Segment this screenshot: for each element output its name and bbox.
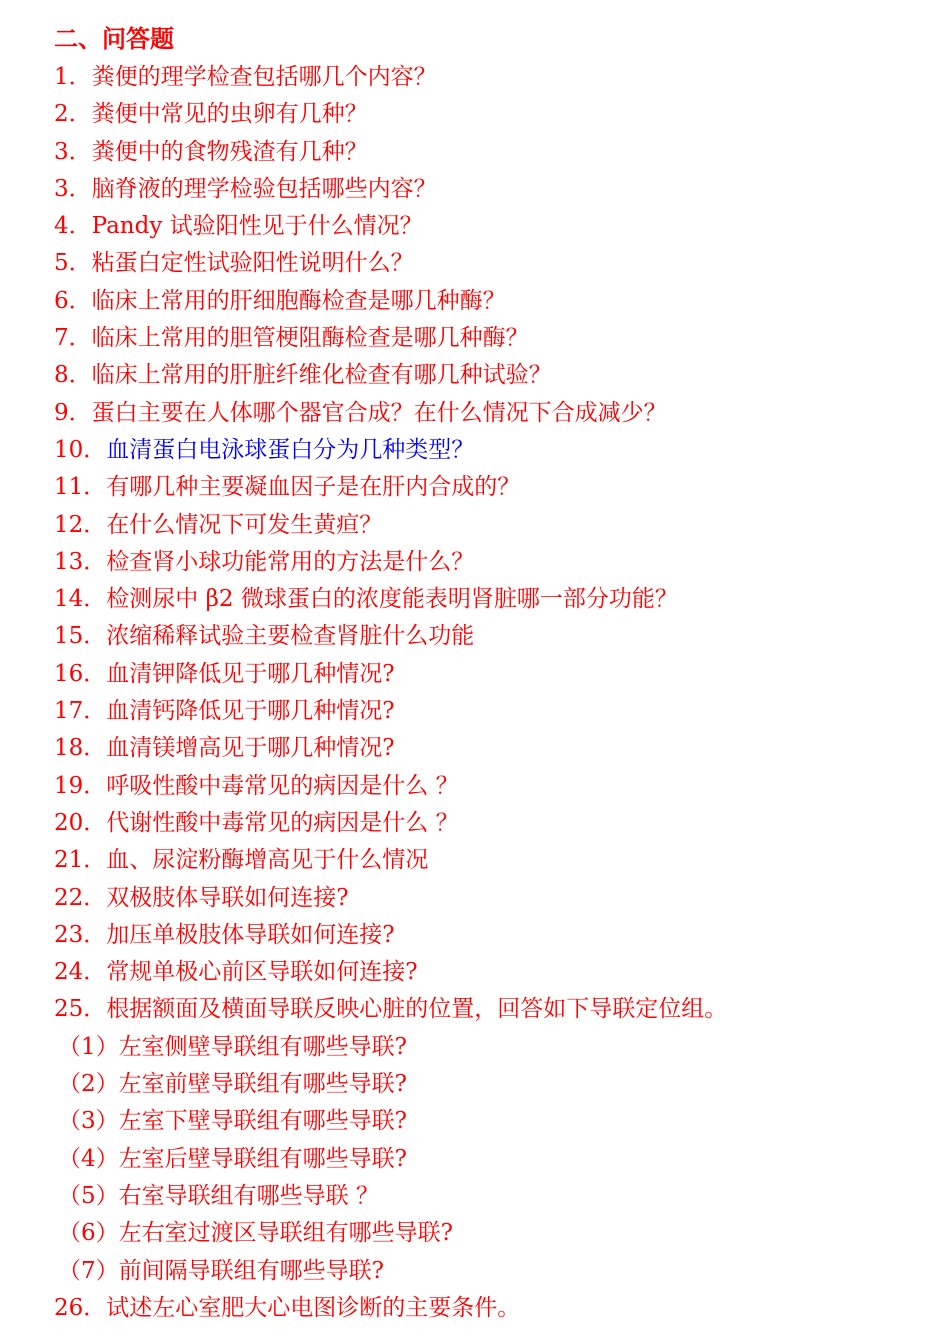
- question-number: 12．: [54, 511, 107, 538]
- question-item: [54, 283, 727, 320]
- question-number: 14．: [54, 586, 107, 613]
- question-text: Pandy 试验阳性见于什么情况？: [91, 213, 423, 240]
- question-number: 15．: [54, 623, 107, 650]
- question-number: 26．: [54, 1294, 107, 1321]
- question-number: 23．: [54, 921, 107, 948]
- question-text: 蛋白主要在人体哪个器官合成？在什么情况下合成减少？: [91, 399, 667, 426]
- sub-question-item: [54, 1066, 727, 1103]
- question-text: 在什么情况下可发生黄疸？: [106, 511, 383, 538]
- question-item: [54, 768, 727, 805]
- question-number: 3．: [54, 175, 92, 202]
- question-item: [54, 208, 727, 245]
- question-number: （1）: [58, 1033, 119, 1060]
- question-number: 3．: [54, 138, 92, 165]
- question-text: 临床上常用的肝脏纤维化检查有哪几种试验？: [91, 362, 552, 389]
- question-text: 检查肾小球功能常用的方法是什么？: [106, 548, 475, 575]
- question-text: 血清镁增高见于哪几种情况?: [106, 735, 395, 762]
- sub-question-item: [54, 1215, 727, 1252]
- question-number: 22．: [54, 884, 107, 911]
- question-text: 检测尿中 β2 微球蛋白的浓度能表明肾脏哪一部分功能？: [106, 586, 678, 613]
- question-number: 13．: [54, 548, 107, 575]
- question-item: [54, 59, 727, 96]
- question-item: [54, 991, 727, 1028]
- question-item: [54, 880, 727, 917]
- question-number: 2．: [54, 101, 92, 128]
- question-number: 4．: [54, 213, 92, 240]
- question-number: 20．: [54, 809, 107, 836]
- question-number: 9．: [54, 399, 92, 426]
- question-number: 6．: [54, 287, 92, 314]
- question-number: （3）: [58, 1108, 119, 1135]
- question-text: 浓缩稀释试验主要检查肾脏什么功能: [106, 623, 475, 650]
- question-number: 8．: [54, 362, 92, 389]
- question-text: 临床上常用的胆管梗阻酶检查是哪几种酶？: [91, 325, 529, 352]
- question-item: [54, 320, 727, 357]
- question-item: [54, 96, 727, 133]
- question-item: [54, 134, 727, 171]
- sub-question-item: [54, 1178, 727, 1215]
- question-number: 5．: [54, 250, 92, 277]
- question-text: 血、尿淀粉酶增高见于什么情况: [106, 847, 429, 874]
- question-text: 粪便的理学检查包括哪几个内容？: [91, 64, 437, 90]
- question-item: [54, 395, 727, 432]
- question-number: 18．: [54, 735, 107, 762]
- question-text: 临床上常用的肝细胞酶检查是哪几种酶？: [91, 287, 506, 314]
- question-item: [54, 357, 727, 394]
- question-number: （5）: [58, 1182, 119, 1209]
- question-text: 左室下壁导联组有哪些导联?: [118, 1108, 407, 1135]
- question-item: [54, 171, 727, 208]
- question-item: [54, 730, 727, 767]
- question-item: [54, 693, 727, 730]
- question-item: [54, 1290, 727, 1327]
- question-item: [54, 544, 727, 581]
- question-text: 呼吸性酸中毒常见的病因是什么 ？: [106, 772, 459, 799]
- question-item: [54, 245, 727, 282]
- question-item: [54, 656, 727, 693]
- question-text: 有哪几种主要凝血因子是在肝内合成的？: [106, 474, 521, 501]
- question-text: 血清钾降低见于哪几种情况?: [106, 660, 395, 687]
- question-number: 21．: [54, 847, 107, 874]
- question-text: 粪便中常见的虫卵有几种？: [91, 101, 368, 128]
- question-number: 19．: [54, 772, 107, 799]
- question-number: （7）: [58, 1257, 119, 1284]
- question-text: 前间隔导联组有哪些导联?: [118, 1257, 384, 1284]
- question-number: 16．: [54, 660, 107, 687]
- question-item: [54, 954, 727, 991]
- sub-question-item: [54, 1141, 727, 1178]
- sub-question-item: [54, 1029, 727, 1066]
- question-text: 右室导联组有哪些导联 ？: [118, 1182, 379, 1209]
- question-text: 试述左心室肥大心电图诊断的主要条件。: [106, 1294, 521, 1321]
- question-number: 7．: [54, 325, 92, 352]
- question-text: 左室前壁导联组有哪些导联?: [118, 1071, 407, 1098]
- question-number: （6）: [58, 1220, 119, 1247]
- question-text: 左室后壁导联组有哪些导联?: [118, 1145, 407, 1172]
- question-text: 粪便中的食物残渣有几种？: [91, 138, 368, 165]
- question-item: [54, 507, 727, 544]
- question-item: [54, 581, 727, 618]
- question-item: [54, 469, 727, 506]
- question-text: 左室侧壁导联组有哪些导联?: [118, 1033, 407, 1060]
- question-number: 17．: [54, 698, 107, 725]
- question-text: 粘蛋白定性试验阳性说明什么？: [91, 250, 414, 277]
- question-item: [54, 805, 727, 842]
- question-number: （4）: [58, 1145, 119, 1172]
- sub-question-item: [54, 1253, 727, 1290]
- question-item: [54, 842, 727, 879]
- question-item: [54, 432, 727, 469]
- question-number: 25．: [54, 996, 107, 1023]
- question-text: 血清蛋白电泳球蛋白分为几种类型？: [106, 436, 475, 463]
- question-text: 代谢性酸中毒常见的病因是什么 ？: [106, 809, 459, 836]
- question-text: 加压单极肢体导联如何连接?: [106, 921, 395, 948]
- question-item: [54, 618, 727, 655]
- sub-question-item: [54, 1103, 727, 1140]
- question-number: 10．: [54, 436, 107, 463]
- question-number: 1．: [54, 64, 92, 90]
- question-text: 双极肢体导联如何连接?: [106, 884, 349, 911]
- question-text: 脑脊液的理学检验包括哪些内容？: [91, 175, 437, 202]
- question-item: [54, 917, 727, 954]
- question-list: [54, 59, 727, 1327]
- question-number: 24．: [54, 959, 107, 986]
- question-number: 11．: [54, 474, 107, 501]
- question-text: 常规单极心前区导联如何连接?: [106, 959, 418, 986]
- question-number: （2）: [58, 1071, 119, 1098]
- section-title: 二、问答题: [54, 24, 174, 53]
- question-text: 根据额面及横面导联反映心脏的位置，回答如下导联定位组。: [106, 996, 728, 1023]
- question-text: 左右室过渡区导联组有哪些导联?: [118, 1220, 453, 1247]
- question-text: 血清钙降低见于哪几种情况?: [106, 698, 395, 725]
